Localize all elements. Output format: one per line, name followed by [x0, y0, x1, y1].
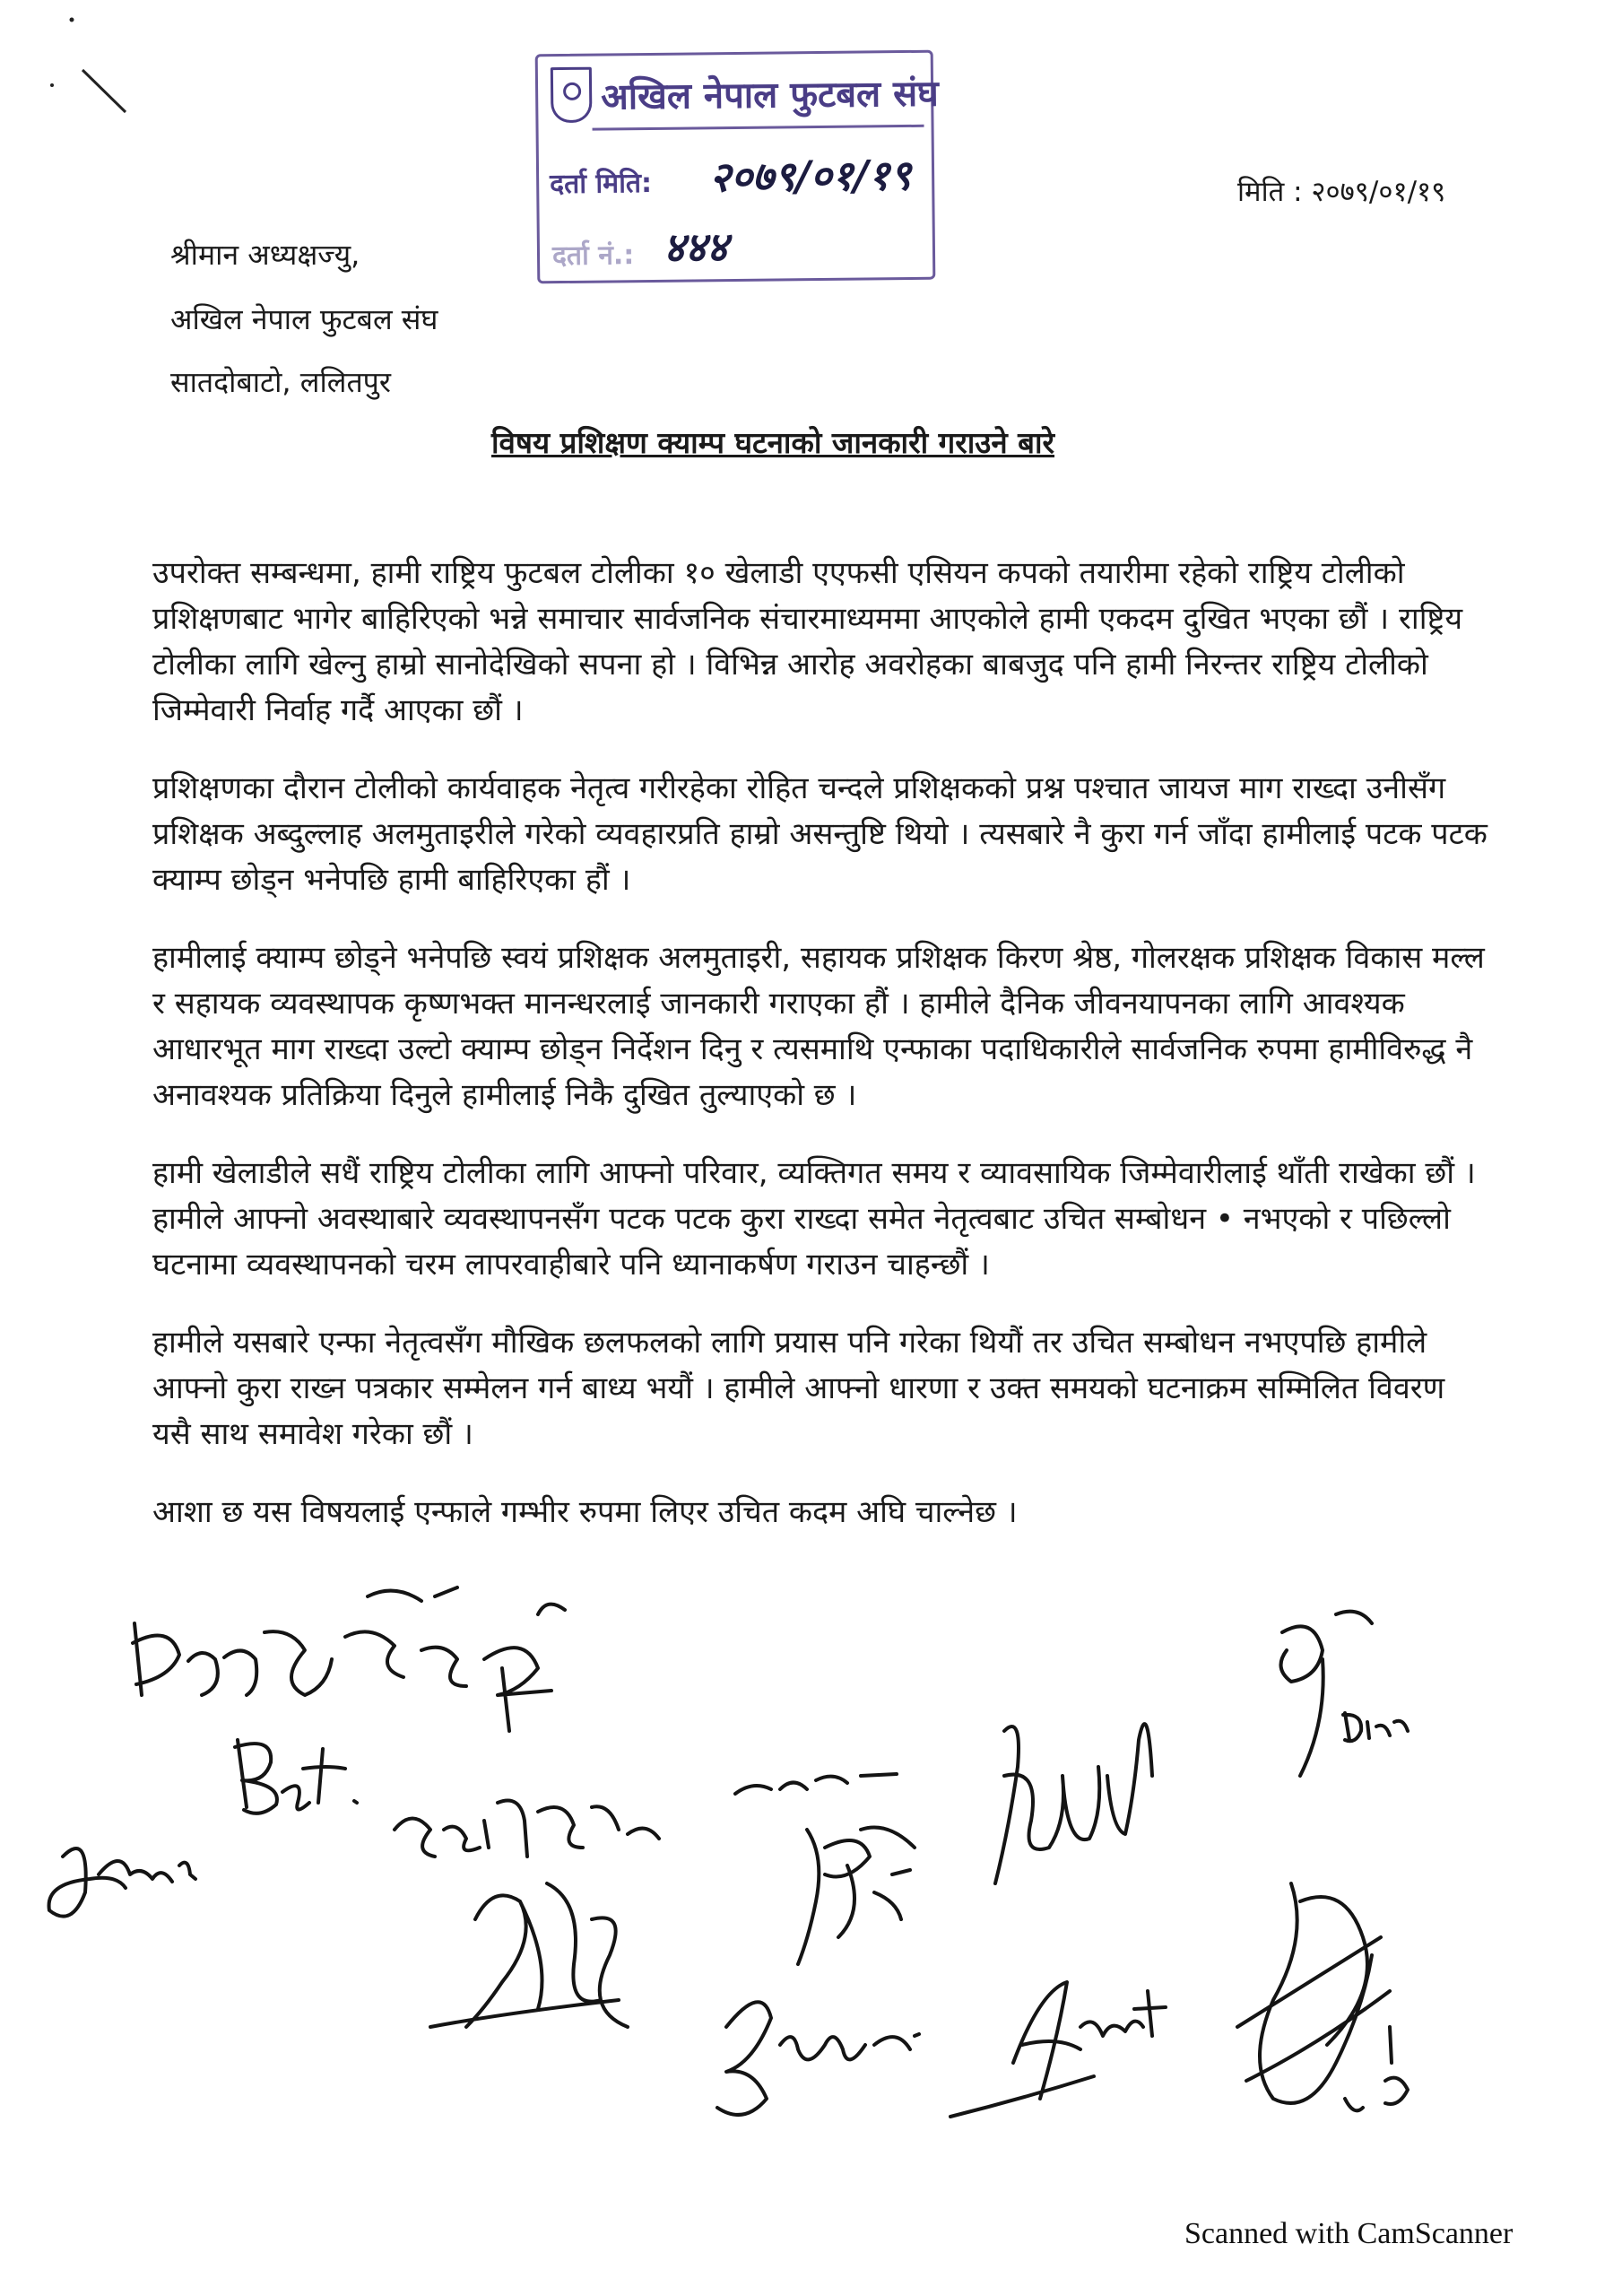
stamp-number-value: ४४४: [663, 222, 728, 272]
signature-5: [395, 1801, 659, 2028]
signature-10: [950, 1982, 1166, 2117]
recipient-location: सातदोबाटो, ललितपुर: [170, 365, 391, 399]
paragraph-2: प्रशिक्षणका दौरान टोलीको कार्यवाहक नेतृत्व गरीरहेका रोहित चन्दले प्रशिक्षकको प्रश्न पश्चात जायज माग राख्दा उनीसँग प्रशिक्षक अब्दुल्लाह अलमुताइरीले गरेको व्यवहारप्रति हाम्रो असन्तुष्टि थियो । त्यसबारे नै कुरा गर्न जाँदा हामीलाई पटक पटक क्याम्प छोड्न भनेपछि हामी बाहिरिएका हौं ।: [152, 770, 1488, 898]
signature-9: [717, 2002, 919, 2115]
paragraph-1: उपरोक्त सम्बन्धमा, हामी राष्ट्रिय फुटबल टोलीका १० खेलाडी एएफसी एसियन कपको तयारीमा रहेको राष्ट्रिय टोलीको प्रशिक्षणबाट भागेर बाहिरिएको भन्ने समाचार सार्वजनिक संचारमाध्यममा आएकोले हामी एकदम दुखित भएका छौं । राष्ट्रिय टोलीका लागि खेल्नु हाम्रो सानोदेखिको सपना हो । विभिन्न आरोह अवरोहका बाबजुद पनि हामी निरन्तर राष्ट्रिय टोलीको जिम्मेवारी निर्वाह गर्दै आएका छौं ।: [152, 555, 1463, 728]
signature-8: [1281, 1612, 1408, 1776]
recipient-organization: अखिल नेपाल फुटबल संघ: [170, 302, 438, 336]
signature-1: [133, 1587, 466, 1695]
signatures-area: [36, 1561, 1435, 2170]
registration-stamp: [535, 50, 939, 284]
signature-3: [484, 1605, 565, 1731]
letter-date: मिति : २०७९/०१/१९: [1237, 176, 1446, 208]
signature-6: [735, 1774, 915, 1964]
signature-11: [1237, 1883, 1408, 2110]
signature-7: [995, 1724, 1152, 1883]
stamp-organization: अखिल नेपाल फुटबल संघ: [600, 73, 939, 118]
stamp-divider: [593, 125, 924, 131]
signature-4: [49, 1848, 195, 1917]
signature-2: [235, 1740, 357, 1813]
stamp-logo-icon: [551, 67, 593, 123]
stamp-number-label: दर्ता नं.:: [551, 239, 635, 273]
scan-mark: [0, 0, 179, 135]
paragraph-5: हामीले यसबारे एन्फा नेतृत्वसँग मौखिक छलफलको लागि प्रयास पनि गरेका थियौं तर उचित सम्बोधन नभएपछि हामीले आफ्नो कुरा राख्न पत्रकार सम्मेलन गर्न बाध्य भयौं । हामीले आफ्नो धारणा र उक्त समयको घटनाक्रम सम्मिलित विवरण यसै साथ समावेश गरेका छौं ।: [152, 1325, 1445, 1452]
paragraph-6: आशा छ यस विषयलाई एन्फाले गम्भीर रुपमा लिएर उचित कदम अघि चाल्नेछ ।: [152, 1494, 1018, 1530]
letter-subject: विषय प्रशिक्षण क्याम्प घटनाको जानकारी गराउने बारे: [491, 425, 1055, 460]
recipient-salutation: श्रीमान अध्यक्षज्यु,: [170, 238, 360, 272]
letter-body: [152, 551, 1490, 1568]
paragraph-3: हामीलाई क्याम्प छोड्ने भनेपछि स्वयं प्रशिक्षक अलमुताइरी, सहायक प्रशिक्षक किरण श्रेष्ठ, गोलरक्षक प्रशिक्षक विकास मल्ल र सहायक व्यवस्थापक कृष्णभक्त मानन्धरलाई जानकारी गराएका हौं । हामीले दैनिक जीवनयापनका लागि आवश्यक आधारभूत माग राख्दा उल्टो क्याम्प छोड्न निर्देशन दिनु र त्यसमाथि एन्फाका पदाधिकारीले सार्वजनिक रुपमा हामीविरुद्ध नै अनावश्यक प्रतिक्रिया दिनुले हामीलाई निकै दुखित तुल्याएको छ ।: [152, 940, 1485, 1113]
stamp-date-label: दर्ता मिति:: [550, 167, 653, 201]
scanner-watermark: Scanned with CamScanner: [1184, 2217, 1514, 2250]
stamp-date-value: २०७९/०१/१९: [708, 150, 912, 202]
paragraph-4: हामी खेलाडीले सधैं राष्ट्रिय टोलीका लागि आफ्नो परिवार, व्यक्तिगत समय र व्यावसायिक जिम्मेवारीलाई थाँती राखेका छौं । हामीले आफ्नो अवस्थाबारे व्यवस्थापनसँग पटक पटक कुरा राख्दा समेत नेतृत्वबाट उचित सम्बोधन • नभएको र पछिल्लो घटनामा व्यवस्थापनको चरम लापरवाहीबारे पनि ध्यानाकर्षण गराउन चाहन्छौं ।: [152, 1155, 1476, 1283]
